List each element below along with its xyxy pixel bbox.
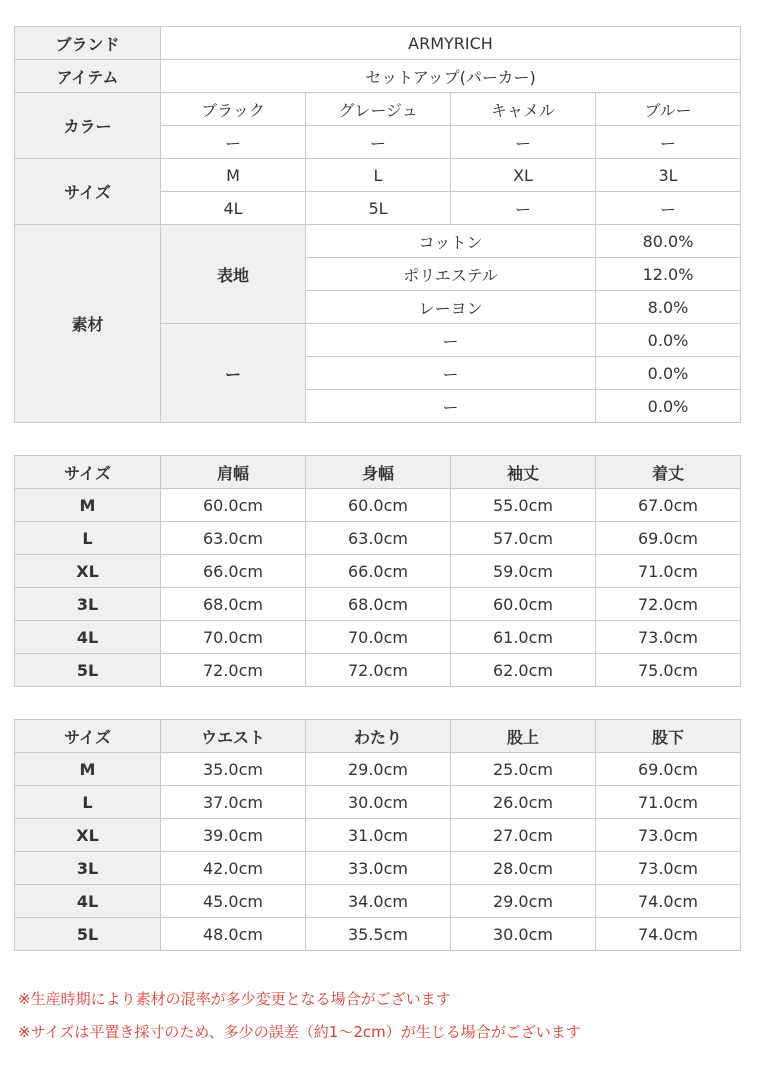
measurement-cell: 39.0cm (161, 819, 306, 852)
column-header: 肩幅 (161, 456, 306, 489)
measurement-note: ※サイズは平置き採寸のため、多少の誤差（約1～2cm）が生じる場合がございます (18, 1023, 581, 1041)
material-group-label: 表地 (161, 225, 306, 324)
measurement-cell: 37.0cm (161, 786, 306, 819)
size-cell: L (15, 522, 161, 555)
material-percent: 12.0% (596, 258, 741, 291)
table-row (15, 753, 741, 786)
measurement-cell: 69.0cm (596, 522, 741, 555)
measurement-cell: 60.0cm (306, 489, 451, 522)
color-value: ー (451, 126, 596, 159)
measurement-cell: 73.0cm (596, 852, 741, 885)
column-header: 着丈 (596, 456, 741, 489)
table-row (15, 555, 741, 588)
material-name: コットン (306, 225, 596, 258)
item-label: アイテム (15, 60, 161, 93)
material-percent: 0.0% (596, 324, 741, 357)
size-value: 5L (306, 192, 451, 225)
measurement-cell: 66.0cm (306, 555, 451, 588)
color-value: ブルー (596, 93, 741, 126)
color-value: ー (596, 126, 741, 159)
measurement-cell: 68.0cm (306, 588, 451, 621)
table-row (15, 819, 741, 852)
column-header: 股下 (596, 720, 741, 753)
table-header-row (15, 456, 741, 489)
material-name: ー (306, 390, 596, 423)
measurement-cell: 63.0cm (161, 522, 306, 555)
material-row (15, 225, 741, 258)
brand-label: ブランド (15, 27, 161, 60)
material-label: 素材 (15, 225, 161, 423)
table-row (15, 786, 741, 819)
table-row (15, 588, 741, 621)
measurement-cell: 72.0cm (161, 654, 306, 687)
size-cell: XL (15, 555, 161, 588)
material-percent: 0.0% (596, 357, 741, 390)
item-value: セットアップ(パーカー) (161, 60, 741, 93)
measurement-cell: 63.0cm (306, 522, 451, 555)
measurement-cell: 69.0cm (596, 753, 741, 786)
size-cell: M (15, 489, 161, 522)
measurement-cell: 73.0cm (596, 819, 741, 852)
measurement-cell: 73.0cm (596, 621, 741, 654)
table-row (15, 621, 741, 654)
measurement-cell: 33.0cm (306, 852, 451, 885)
measurement-cell: 67.0cm (596, 489, 741, 522)
size-cell: 4L (15, 621, 161, 654)
material-percent: 0.0% (596, 390, 741, 423)
material-percent: 8.0% (596, 291, 741, 324)
column-header: サイズ (15, 720, 161, 753)
material-group-label: ー (161, 324, 306, 423)
color-value: ー (306, 126, 451, 159)
measurement-cell: 45.0cm (161, 885, 306, 918)
column-header: 袖丈 (451, 456, 596, 489)
material-note: ※生産時期により素材の混率が多少変更となる場合がございます (18, 990, 451, 1008)
measurement-cell: 28.0cm (451, 852, 596, 885)
table-row (15, 654, 741, 687)
size-cell: XL (15, 819, 161, 852)
size-cell: 5L (15, 654, 161, 687)
measurement-cell: 60.0cm (161, 489, 306, 522)
color-value: キャメル (451, 93, 596, 126)
measurement-cell: 71.0cm (596, 786, 741, 819)
measurement-cell: 48.0cm (161, 918, 306, 951)
color-label: カラー (15, 93, 161, 159)
measurement-cell: 62.0cm (451, 654, 596, 687)
size-value: ー (596, 192, 741, 225)
measurement-cell: 72.0cm (306, 654, 451, 687)
table-row (15, 885, 741, 918)
measurement-cell: 34.0cm (306, 885, 451, 918)
size-cell: M (15, 753, 161, 786)
measurement-cell: 35.5cm (306, 918, 451, 951)
measurement-cell: 74.0cm (596, 918, 741, 951)
color-value: ー (161, 126, 306, 159)
measurement-cell: 55.0cm (451, 489, 596, 522)
size-cell: 3L (15, 852, 161, 885)
column-header: 身幅 (306, 456, 451, 489)
size-cell: 4L (15, 885, 161, 918)
measurement-cell: 30.0cm (451, 918, 596, 951)
measurement-cell: 70.0cm (306, 621, 451, 654)
column-header: ウエスト (161, 720, 306, 753)
measurement-cell: 70.0cm (161, 621, 306, 654)
measurement-cell: 25.0cm (451, 753, 596, 786)
size-label: サイズ (15, 159, 161, 225)
color-row (15, 93, 741, 126)
bottom-measurement-table (14, 719, 741, 951)
size-cell: L (15, 786, 161, 819)
size-value: XL (451, 159, 596, 192)
measurement-cell: 42.0cm (161, 852, 306, 885)
table-row (15, 852, 741, 885)
product-spec-table (14, 26, 741, 423)
measurement-cell: 74.0cm (596, 885, 741, 918)
item-row (15, 60, 741, 93)
brand-value: ARMYRICH (161, 27, 741, 60)
size-value: 3L (596, 159, 741, 192)
measurement-cell: 66.0cm (161, 555, 306, 588)
measurement-cell: 35.0cm (161, 753, 306, 786)
size-value: L (306, 159, 451, 192)
column-header: サイズ (15, 456, 161, 489)
column-header: 股上 (451, 720, 596, 753)
measurement-cell: 60.0cm (451, 588, 596, 621)
measurement-cell: 29.0cm (451, 885, 596, 918)
size-row (15, 159, 741, 192)
top-measurement-table (14, 455, 741, 687)
table-row (15, 918, 741, 951)
size-value: ー (451, 192, 596, 225)
measurement-cell: 68.0cm (161, 588, 306, 621)
material-name: レーヨン (306, 291, 596, 324)
material-name: ー (306, 324, 596, 357)
size-cell: 3L (15, 588, 161, 621)
measurement-cell: 72.0cm (596, 588, 741, 621)
table-row (15, 489, 741, 522)
measurement-cell: 30.0cm (306, 786, 451, 819)
size-value: M (161, 159, 306, 192)
column-header: わたり (306, 720, 451, 753)
measurement-cell: 57.0cm (451, 522, 596, 555)
measurement-cell: 31.0cm (306, 819, 451, 852)
material-name: ポリエステル (306, 258, 596, 291)
measurement-cell: 27.0cm (451, 819, 596, 852)
material-percent: 80.0% (596, 225, 741, 258)
measurement-cell: 59.0cm (451, 555, 596, 588)
color-value: グレージュ (306, 93, 451, 126)
measurement-cell: 75.0cm (596, 654, 741, 687)
material-name: ー (306, 357, 596, 390)
size-cell: 5L (15, 918, 161, 951)
size-value: 4L (161, 192, 306, 225)
table-row (15, 522, 741, 555)
measurement-cell: 61.0cm (451, 621, 596, 654)
table-header-row (15, 720, 741, 753)
measurement-cell: 29.0cm (306, 753, 451, 786)
brand-row (15, 27, 741, 60)
color-value: ブラック (161, 93, 306, 126)
measurement-cell: 26.0cm (451, 786, 596, 819)
measurement-cell: 71.0cm (596, 555, 741, 588)
